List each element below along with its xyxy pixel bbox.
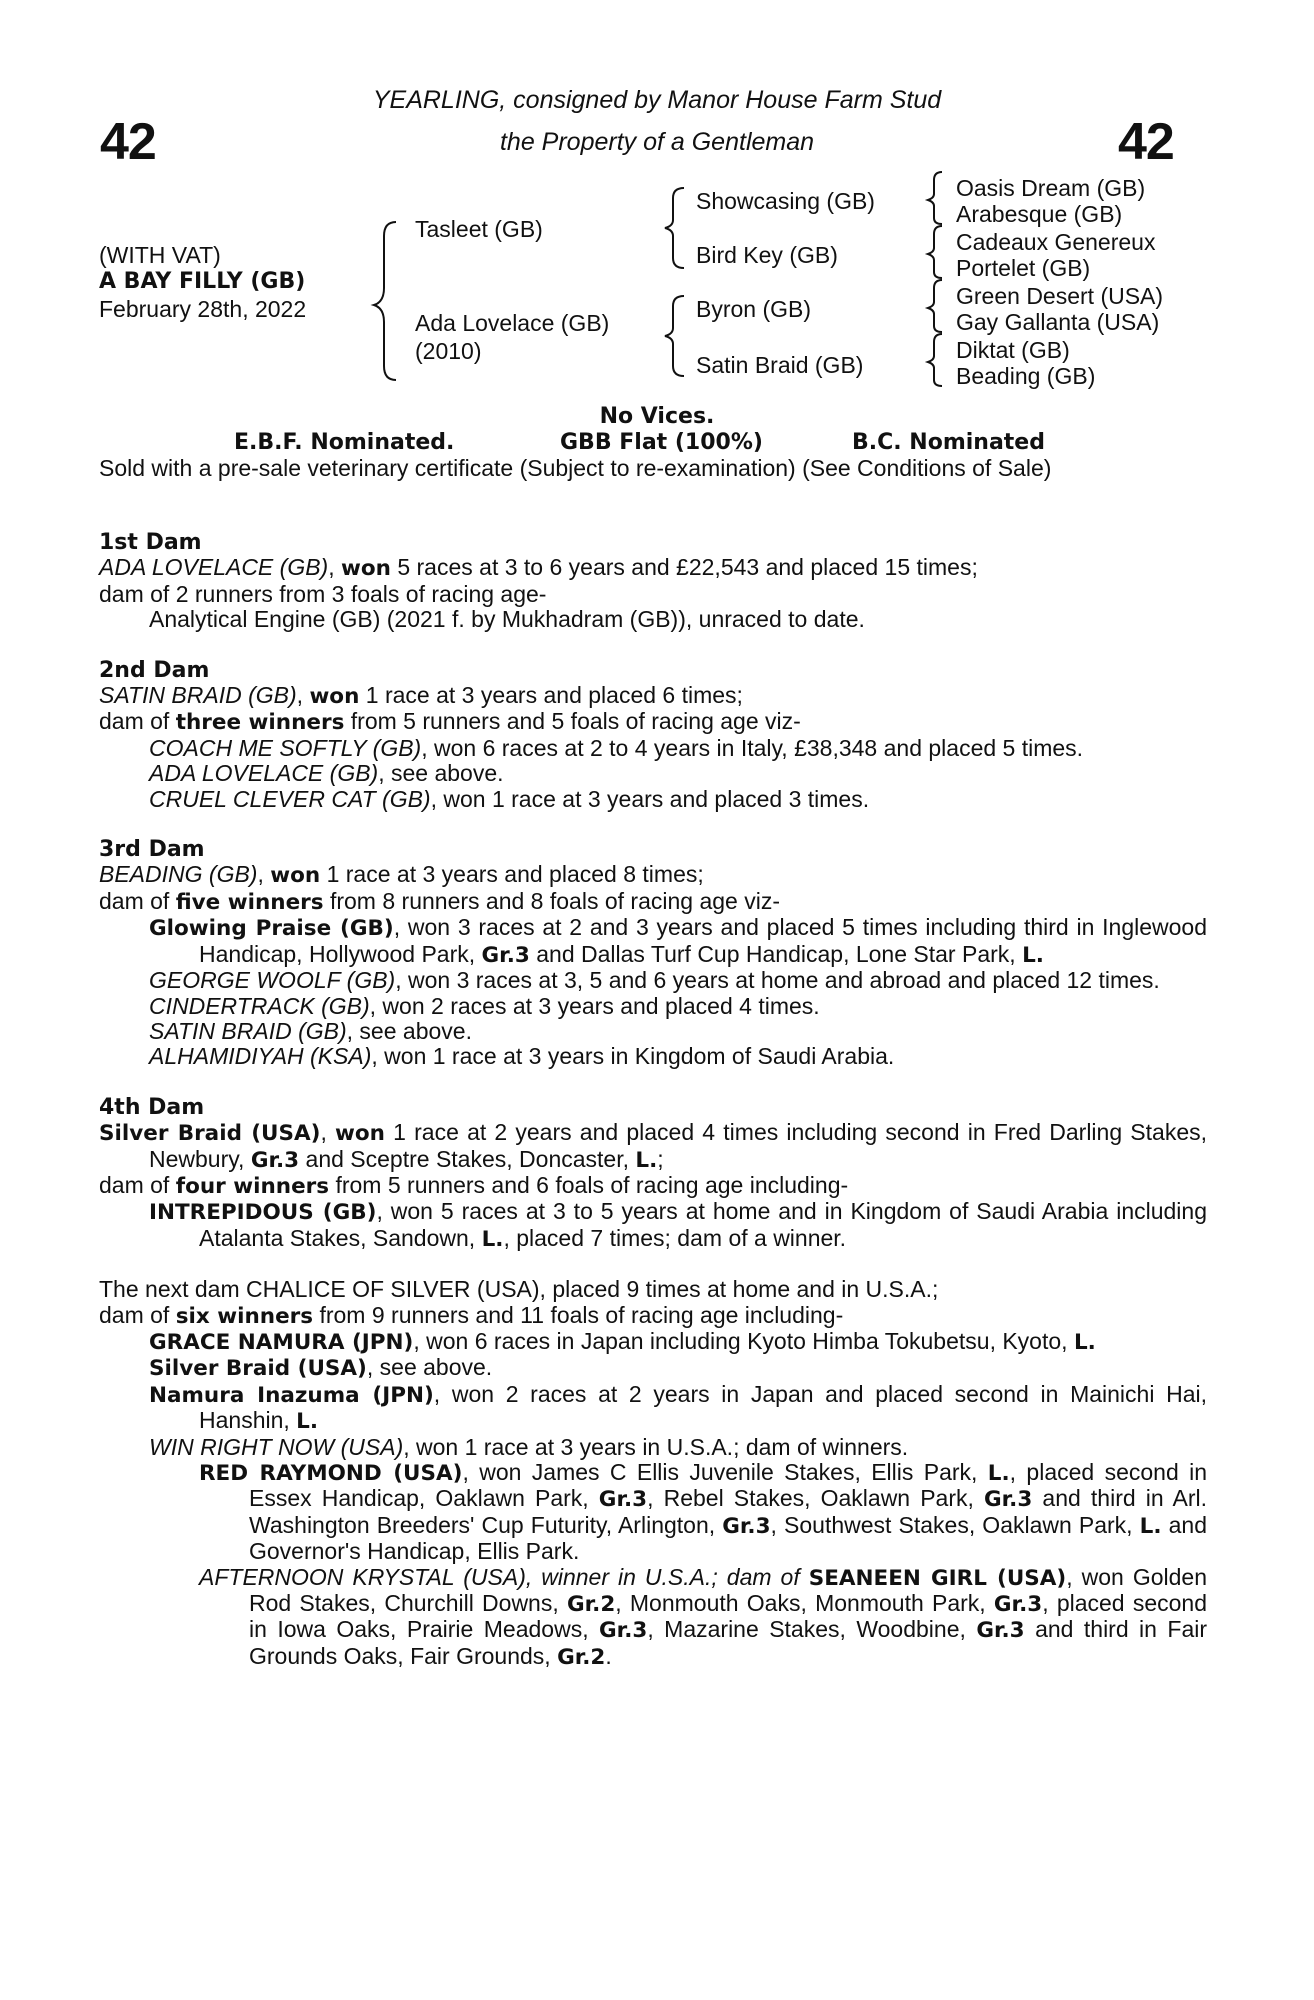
next-gc2-g5: Gr.2	[557, 1644, 606, 1670]
dam2-heading: 2nd Dam	[99, 657, 210, 683]
gen3-5: Green Desert (USA)	[956, 283, 1164, 309]
dam-year: (2010)	[415, 338, 482, 364]
next-gc2-a: , winner in U.S.A.; dam of	[525, 1563, 809, 1590]
dam4-l1b: and Sceptre Stakes, Doncaster,	[299, 1145, 636, 1172]
brace-gen2-top	[665, 188, 684, 268]
sire-dam: Bird Key (GB)	[696, 242, 838, 268]
dam2-c2-name: ADA LOVELACE (GB)	[149, 760, 379, 787]
dam4-c1-b: , placed 7 times; dam of a winner.	[503, 1224, 847, 1251]
dam2-produce-2	[99, 761, 1207, 786]
dam1-line1: ADA LOVELACE (GB), won 5 races at 3 to 6 years and £22,543 and placed 15 times;	[99, 554, 978, 582]
next-gc2-name: AFTERNOON KRYSTAL (USA)	[199, 1563, 526, 1590]
next-l2c: from 9 runners and 11 foals of racing age including-	[313, 1301, 844, 1328]
property-line: the Property of a Gentleman	[499, 128, 815, 156]
dam: Ada Lovelace (GB)	[415, 310, 610, 336]
brace-gen3-1	[928, 172, 942, 224]
next-gc2-g1: Gr.2	[566, 1592, 616, 1618]
gen3-1: Oasis Dream (GB)	[956, 175, 1146, 201]
dam3-c2-rest: , won 3 races at 3, 5 and 6 years at home and abroad and placed 12 times.	[395, 967, 1160, 994]
gen3-6: Gay Gallanta (USA)	[956, 309, 1160, 335]
dam4-produce-1	[99, 1199, 1207, 1252]
next-gc1-g2: Gr.3	[984, 1487, 1033, 1513]
dam4-c1-listed: L.	[481, 1226, 504, 1252]
gen3-4: Portelet (GB)	[956, 255, 1091, 281]
dam4-grade: Gr.3	[250, 1147, 300, 1173]
next-gc2-h: .	[605, 1642, 612, 1669]
dam3-c5-name: ALHAMIDIYAH (KSA)	[149, 1043, 372, 1070]
dam2-name: SATIN BRAID (GB)	[99, 682, 297, 709]
next-gc2-g3: Gr.3	[599, 1618, 648, 1644]
next-gc1-e: , Southwest Stakes, Oaklawn Park,	[770, 1511, 1140, 1538]
next-gc1-c: , Rebel Stakes, Oaklawn Park,	[647, 1485, 984, 1512]
next-gc1-a: , won James C Ellis Juvenile Stakes, Ellis Park,	[462, 1459, 988, 1485]
next-gc2-g4: Gr.3	[976, 1618, 1025, 1644]
dam3-c1-grade: Gr.3	[481, 942, 530, 968]
dam3-produce-1	[99, 915, 1207, 968]
dam1-heading: 1st Dam	[99, 530, 202, 555]
dam3-line2	[99, 889, 1207, 915]
next-gc1-g1: Gr.3	[598, 1487, 648, 1513]
dam3-c1-a: , won 3 races at 2 and 3 years and placed 5 times including third in Inglewood Handicap, Hollywood Park,	[199, 914, 1207, 967]
gbb-flat: GBB Flat (100%)	[560, 430, 763, 455]
next-c4-name: WIN RIGHT NOW (USA)	[149, 1433, 404, 1460]
dam2-l2a: dam of	[99, 708, 176, 735]
dam1-produce: Analytical Engine (GB) (2021 f. by Mukhadram (GB)), unraced to date.	[149, 606, 865, 633]
dam3-l2a: dam of	[99, 887, 176, 914]
dam3-produce-4	[99, 1019, 1207, 1044]
next-dam-line2	[99, 1303, 1207, 1329]
dam2-record: 1 race at 3 years and placed 6 times;	[359, 682, 743, 709]
horse-dob: February 28th, 2022	[99, 296, 307, 322]
next-gc2-g: and third in Fair Grounds Oaks, Fair Grounds,	[249, 1616, 1208, 1669]
dam1-won: won	[341, 556, 391, 582]
next-gc2-b: SEANEEN GIRL (USA)	[808, 1565, 1067, 1591]
dam4-won: won	[335, 1121, 385, 1147]
next-gc1-d: and third in Arl. Washington Breeders' Cup Futurity, Arlington,	[249, 1485, 1207, 1538]
next-c4-rest: , won 1 race at 3 years in U.S.A.; dam of winners.	[403, 1433, 909, 1460]
next-grandproduce-1	[99, 1460, 1207, 1565]
next-gc2-f: , Mazarine Stakes, Woodbine,	[647, 1616, 977, 1643]
next-dam-line1: The next dam CHALICE OF SILVER (USA), placed 9 times at home and in U.S.A.;	[99, 1276, 939, 1303]
dam3-produce-2	[99, 968, 1207, 993]
dam2-c3-name: CRUEL CLEVER CAT (GB)	[149, 785, 431, 812]
dam4-l1a: 1 race at 2 years and placed 4 times including second in Fred Darling Stakes, Newbury,	[149, 1119, 1208, 1172]
gen3-3: Cadeaux Genereux	[956, 229, 1156, 255]
next-c3-listed: L.	[296, 1409, 319, 1435]
dam-dam: Satin Braid (GB)	[696, 352, 864, 378]
next-c2-rest: , see above.	[366, 1354, 493, 1381]
dam3-name: BEADING (GB)	[99, 861, 258, 888]
dam4-l2c: from 5 runners and 6 foals of racing age including-	[329, 1171, 849, 1198]
next-c1-a: , won 6 races in Japan including Kyoto Himba Tokubetsu, Kyoto,	[413, 1327, 1074, 1354]
brace-gen3-4	[928, 334, 942, 386]
next-gc2-c: , won Golden Rod Stakes, Churchill Downs,	[249, 1563, 1207, 1617]
gen3-7: Diktat (GB)	[956, 337, 1070, 363]
next-produce-2	[99, 1355, 1207, 1381]
dam3-l2c: from 8 runners and 8 foals of racing age viz-	[323, 887, 780, 914]
next-l2a: dam of	[99, 1301, 176, 1328]
no-vices: No Vices.	[599, 404, 715, 429]
dam3-c1-b: and Dallas Turf Cup Handicap, Lone Star Park,	[529, 940, 1023, 967]
sire-sire: Showcasing (GB)	[696, 188, 875, 214]
next-gc1-l1: L.	[987, 1461, 1010, 1486]
next-c3-a: , won 2 races at 2 years in Japan and placed second in Mainichi Hai, Hanshin,	[199, 1380, 1207, 1434]
next-c1-listed: L.	[1073, 1329, 1096, 1355]
horse-name: A BAY FILLY (GB)	[99, 269, 306, 294]
gen3-8: Beading (GB)	[956, 363, 1096, 389]
next-gc2-d: , Monmouth Oaks, Monmouth Park,	[615, 1590, 994, 1617]
dam4-c1-a: , won 5 races at 3 to 5 years at home and in Kingdom of Saudi Arabia including Atalanta Stakes, Sandown,	[199, 1198, 1207, 1251]
next-c2-name: Silver Braid (USA)	[149, 1356, 367, 1382]
dam3-record: 1 race at 3 years and placed 8 times;	[320, 861, 704, 888]
dam3-line1: BEADING (GB), won 1 race at 3 years and placed 8 times;	[99, 861, 704, 889]
sire: Tasleet (GB)	[415, 216, 543, 242]
dam3-heading: 3rd Dam	[99, 837, 205, 863]
dam4-l2a: dam of	[99, 1171, 176, 1198]
dam2-produce-1	[99, 736, 1207, 761]
consignor-line: YEARLING, consigned by Manor House Farm Stud	[372, 86, 942, 114]
dam4-heading: 4th Dam	[99, 1094, 205, 1120]
dam4-name: Silver Braid (USA)	[99, 1121, 321, 1147]
dam3-c2-name: GEORGE WOOLF (GB)	[149, 967, 396, 994]
next-gc1-l2: L.	[1139, 1513, 1162, 1539]
dam2-winners: three winners	[175, 710, 345, 736]
brace-gen1	[374, 222, 396, 380]
dam4-line2	[99, 1173, 1207, 1199]
next-winners: six winners	[175, 1303, 314, 1329]
dam1-line2: dam of 2 runners from 3 foals of racing age-	[99, 580, 547, 607]
dam2-won: won	[309, 684, 360, 710]
dam3-produce-3	[99, 994, 1207, 1019]
next-grandproduce-2	[99, 1565, 1207, 1671]
dam4-winners: four winners	[175, 1173, 330, 1199]
dam2-c3-rest: , won 1 race at 3 years and placed 3 times.	[430, 785, 870, 812]
dam3-c5-rest: , won 1 race at 3 years in Kingdom of Saudi Arabia.	[371, 1043, 895, 1070]
brace-gen2-bottom	[665, 296, 684, 376]
dam2-line2	[99, 709, 1207, 735]
next-gc2-e: , placed second in Iowa Oaks, Prairie Meadows,	[249, 1590, 1207, 1643]
dam1-name: ADA LOVELACE (GB)	[99, 554, 329, 581]
dam2-c2-rest: , see above.	[378, 760, 504, 787]
next-c3-name: Namura Inazuma (JPN)	[149, 1382, 434, 1408]
dam2-produce-3	[99, 787, 1207, 812]
lot-number-left: 42	[100, 113, 156, 171]
dam4-l1c: ;	[657, 1145, 664, 1172]
next-gc2-g2: Gr.3	[993, 1592, 1043, 1618]
catalogue-body	[99, 530, 1207, 1670]
dam3-c4-rest: , see above.	[346, 1017, 472, 1044]
dam3-winners: five winners	[175, 889, 324, 915]
bc-nomination: B.C. Nominated	[852, 430, 1045, 455]
next-produce-1	[99, 1329, 1207, 1355]
dam3-won: won	[270, 863, 321, 889]
vat-note: (WITH VAT)	[99, 242, 221, 268]
next-produce-4	[99, 1435, 1207, 1460]
dam3-c3-name: CINDERTRACK (GB)	[149, 992, 370, 1019]
dam3-c4-name: SATIN BRAID (GB)	[149, 1017, 347, 1044]
dam2-l2c: from 5 runners and 5 foals of racing age viz-	[344, 708, 801, 735]
next-produce-3	[99, 1382, 1207, 1435]
ebf-nomination: E.B.F. Nominated.	[234, 430, 455, 455]
dam4-line1: Silver Braid (USA), won 1 race at 2 years and placed 4 times including second in Fred Darling Stakes, Newbury, Gr.3 and Sceptre Stakes, Doncaster, L.;	[99, 1119, 1208, 1173]
dam-sire: Byron (GB)	[696, 296, 812, 322]
brace-gen3-3	[928, 280, 942, 332]
next-gc1-g3: Gr.3	[722, 1513, 771, 1539]
gen3-2: Arabesque (GB)	[956, 201, 1123, 227]
dam3-c1-name: Glowing Praise (GB)	[149, 916, 394, 942]
lot-number-right: 42	[1118, 113, 1174, 171]
dam4-listed: L.	[635, 1147, 658, 1173]
next-gc1-b: , placed second in Essex Handicap, Oaklawn Park,	[249, 1459, 1207, 1512]
dam2-c1-rest: , won 6 races at 2 to 4 years in Italy, £38,348 and placed 5 times.	[421, 734, 1084, 761]
next-gc1-name: RED RAYMOND (USA)	[199, 1461, 463, 1486]
next-c1-name: GRACE NAMURA (JPN)	[149, 1329, 414, 1355]
dam3-c3-rest: , won 2 races at 3 years and placed 4 times.	[369, 992, 820, 1019]
next-gc1-f: and Governor's Handicap, Ellis Park.	[249, 1511, 1207, 1565]
dam3-produce-5	[99, 1044, 1207, 1069]
vet-certificate-note: Sold with a pre-sale veterinary certificate (Subject to re-examination) (See Conditions of Sale)	[99, 455, 1052, 481]
brace-gen3-2	[928, 226, 942, 278]
dam4-c1-name: INTREPIDOUS (GB)	[149, 1200, 377, 1226]
dam2-line1: SATIN BRAID (GB), won 1 race at 3 years and placed 6 times;	[99, 682, 743, 710]
dam3-c1-listed: L.	[1022, 942, 1044, 968]
dam1-record: 5 races at 3 to 6 years and £22,543 and placed 15 times;	[390, 554, 978, 581]
dam2-c1-name: COACH ME SOFTLY (GB)	[149, 734, 422, 761]
